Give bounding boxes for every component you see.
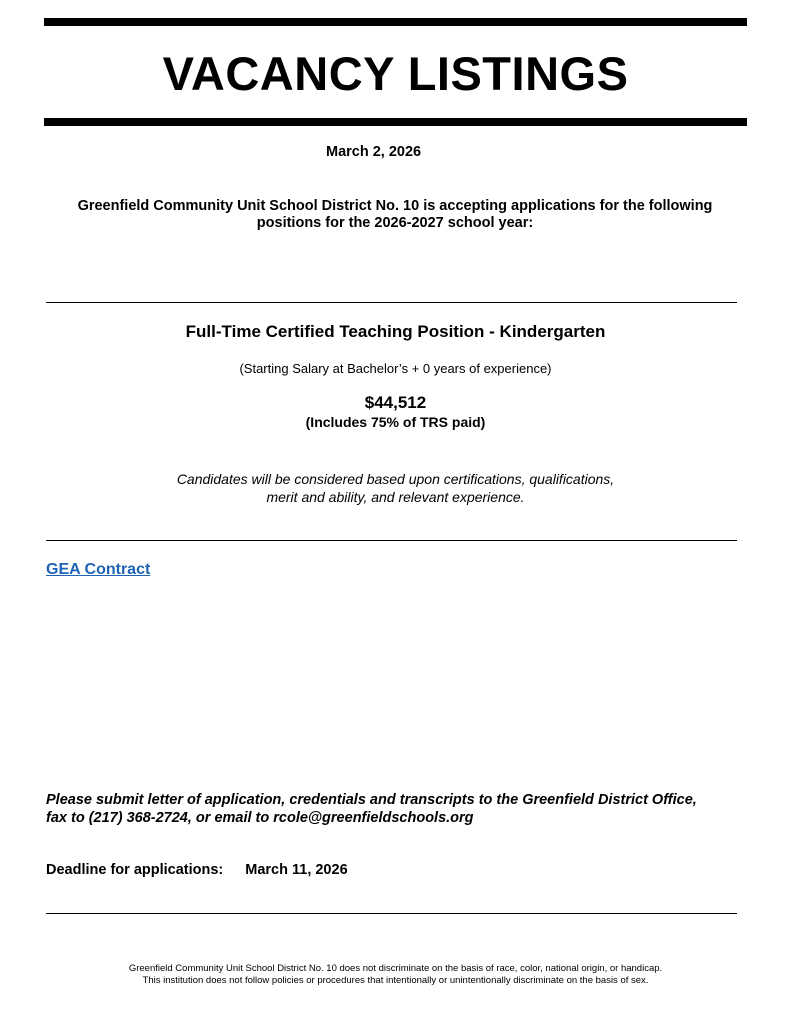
- position-title: Full-Time Certified Teaching Position - Kindergarten: [185, 322, 606, 341]
- section-divider-middle: [46, 540, 737, 541]
- section-divider-bottom: [46, 913, 737, 914]
- footer-line-2: This institution does not follow policies or procedures that intentionally or unintentionally discriminate on the basis of sex.: [142, 975, 649, 986]
- criteria-line-2: merit and ability, and relevant experience.: [266, 489, 525, 505]
- salary-amount: $44,512: [364, 393, 427, 412]
- candidate-criteria: [0, 470, 791, 506]
- submission-line-2: fax to (217) 368-2724, or email to rcole@greenfieldschools.org: [46, 810, 474, 826]
- criteria-line-1: Candidates will be considered based upon certifications, qualifications,: [176, 471, 615, 487]
- submission-instructions: [46, 791, 756, 827]
- salary-note: (Includes 75% of TRS paid): [305, 414, 486, 430]
- footer-line-1: Greenfield Community Unit School District No. 10 does not discriminate on the basis of race, color, national origin, or handicap.: [128, 963, 663, 974]
- page-title: VACANCY LISTINGS: [162, 47, 629, 100]
- deadline-date: March 11, 2026: [245, 862, 348, 878]
- title-bottom-thick-rule: [44, 118, 747, 126]
- intro-line-1: Greenfield Community Unit School District No. 10 is accepting applications for the following: [77, 198, 713, 214]
- application-deadline: [46, 862, 348, 878]
- intro-line-2: positions for the 2026-2027 school year:: [256, 215, 534, 231]
- gea-contract-link[interactable]: GEA Contract: [46, 561, 151, 578]
- deadline-label: Deadline for applications:: [46, 862, 224, 878]
- intro-paragraph: [46, 198, 744, 232]
- top-thick-rule: [44, 18, 747, 26]
- nondiscrimination-footer: [0, 963, 791, 987]
- section-divider-top: [46, 302, 737, 303]
- salary-basis: (Starting Salary at Bachelor’s + 0 years of experience): [239, 361, 552, 376]
- submission-line-1: Please submit letter of application, credentials and transcripts to the Greenfield District Office,: [46, 792, 697, 808]
- posting-date: March 2, 2026: [326, 144, 422, 160]
